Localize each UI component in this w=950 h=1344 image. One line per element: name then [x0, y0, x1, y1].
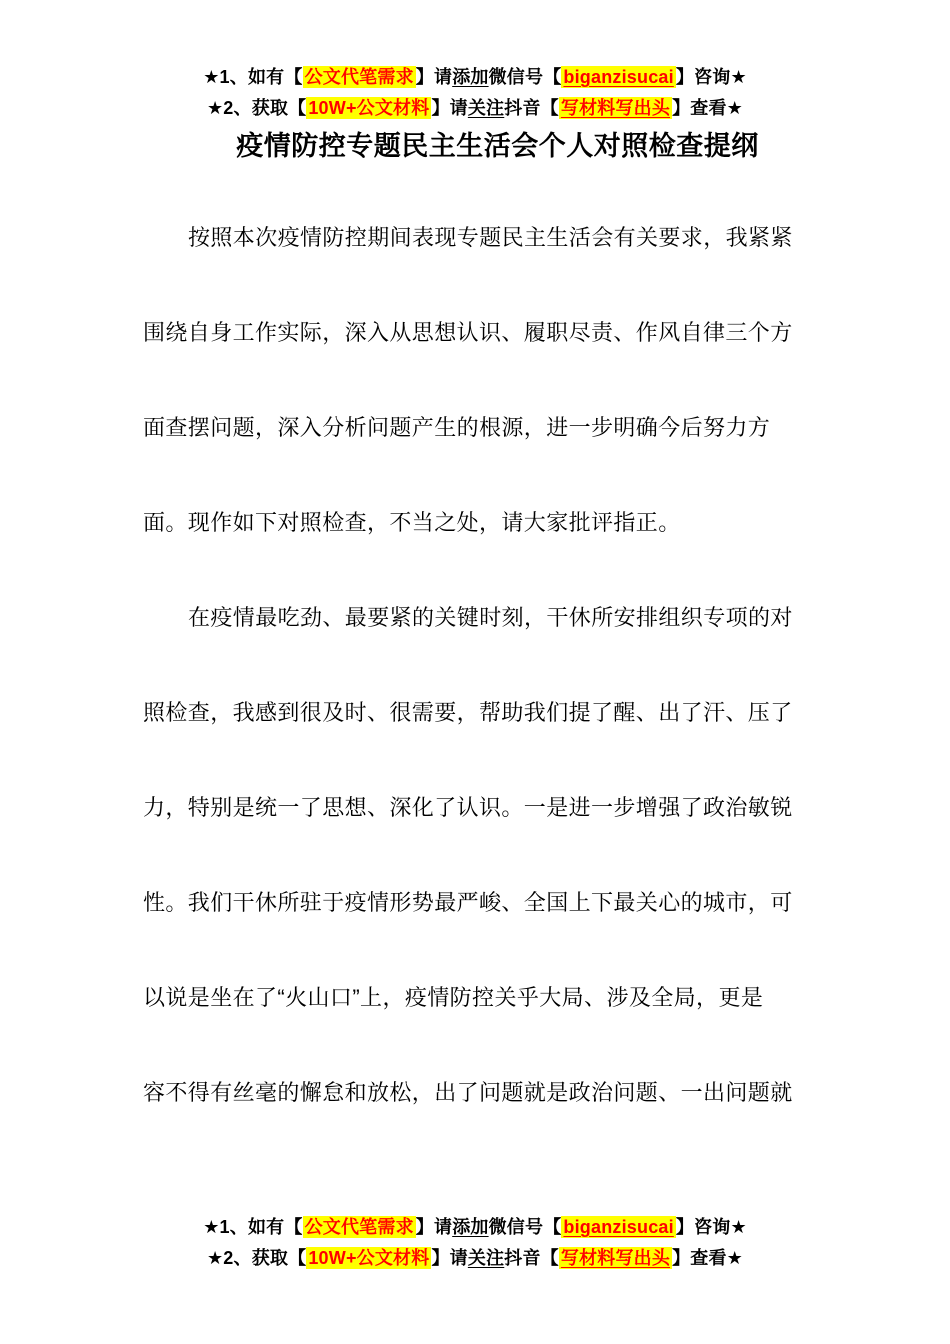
body-line: 面。现作如下对照检查，不当之处，请大家批评指正。	[143, 510, 681, 535]
page-title: 疫情防控专题民主生活会个人对照检查提纲	[236, 131, 759, 161]
body-line: 面查摆问题，深入分析问题产生的根源，进一步明确今后努力方	[143, 415, 771, 440]
promo-mid: 抖音【	[504, 98, 559, 118]
body-line: 以说是坐在了“火山口”上，疫情防控关乎大局、涉及全局，更是	[143, 985, 764, 1010]
promo-mid: 微信号【	[488, 67, 562, 87]
promo-footer	[0, 1212, 950, 1274]
promo-prefix: ★1、如有【	[203, 67, 303, 87]
body-line: 在疫情最吃劲、最要紧的关键时刻，干休所安排组织专项的对	[188, 605, 793, 630]
promo-suffix: 】查看★	[672, 1248, 744, 1268]
promo-mid: 】请	[431, 1248, 468, 1268]
promo-mid: 微信号【	[488, 1217, 562, 1237]
promo-mid: 】请	[415, 67, 453, 87]
promo-suffix: 】查看★	[672, 98, 744, 118]
promo-prefix: ★2、获取【	[206, 1248, 307, 1268]
promo-mid: 】请	[415, 1217, 453, 1237]
promo-underline-add: 添加	[452, 1217, 489, 1237]
promo-underline-follow: 关注	[467, 1248, 505, 1268]
promo-mid: 抖音【	[504, 1248, 559, 1268]
body-line: 力，特别是统一了思想、深化了认识。一是进一步增强了政治敏锐	[143, 795, 793, 820]
promo-highlight-service: 公文代笔需求	[304, 67, 414, 87]
promo-highlight-materials: 10W+公文材料	[308, 98, 430, 118]
promo-highlight-materials: 10W+公文材料	[308, 1248, 430, 1268]
promo-wechat-id: biganzisucai	[563, 1217, 674, 1237]
promo-wechat-id: biganzisucai	[563, 67, 674, 87]
promo-underline-add: 添加	[452, 67, 489, 87]
promo-header-line-1	[0, 62, 950, 93]
promo-prefix: ★1、如有【	[203, 1217, 303, 1237]
promo-header	[0, 62, 950, 124]
promo-prefix: ★2、获取【	[206, 98, 307, 118]
promo-suffix: 】咨询★	[675, 1217, 747, 1237]
body-line: 性。我们干休所驻于疫情形势最严峻、全国上下最关心的城市，可	[143, 890, 793, 915]
promo-highlight-service: 公文代笔需求	[304, 1217, 414, 1237]
body-line: 围绕自身工作实际，深入从思想认识、履职尽责、作风自律三个方	[143, 320, 793, 345]
promo-footer-line-2	[0, 1243, 950, 1274]
promo-mid: 】请	[431, 98, 468, 118]
body-line: 照检查，我感到很及时、很需要，帮助我们提了醒、出了汗、压了	[143, 700, 793, 725]
promo-footer-line-1	[0, 1212, 950, 1243]
promo-header-line-2	[0, 93, 950, 124]
document-body	[143, 190, 808, 1140]
promo-douyin-id: 写材料写出头	[560, 1248, 671, 1268]
promo-underline-follow: 关注	[467, 98, 505, 118]
promo-douyin-id: 写材料写出头	[560, 98, 671, 118]
promo-suffix: 】咨询★	[675, 67, 747, 87]
body-line: 按照本次疫情防控期间表现专题民主生活会有关要求，我紧紧	[188, 225, 793, 250]
body-line: 容不得有丝毫的懈怠和放松，出了问题就是政治问题、一出问题就	[143, 1080, 793, 1105]
